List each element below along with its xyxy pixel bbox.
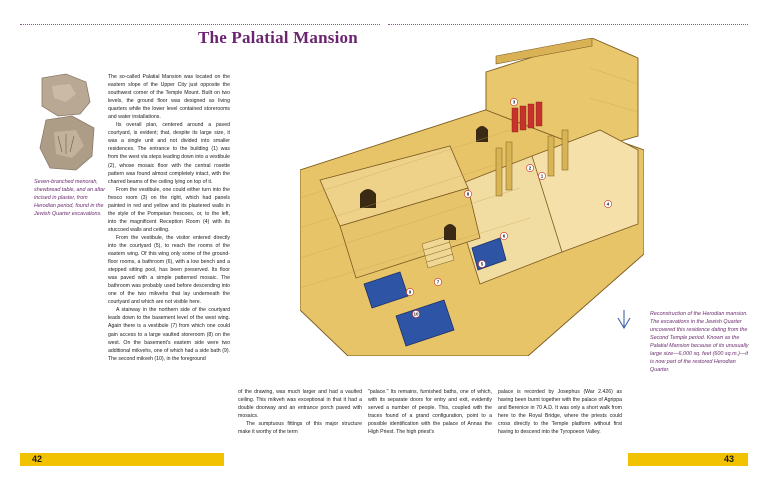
header-rule-left <box>20 24 380 25</box>
paragraph: The sumptuous fittings of this major structure make it worthy of the term <box>238 421 362 436</box>
room-label: 2 <box>528 165 532 171</box>
paragraph: Its overall plan, centered around a paved courtyard, is evident; that, despite its large size, it was a single unit and not divided into smaller residences. The entrance to the building (1) was from the west via steps leading down into a vestibule (2), whose mosaic floor with the central rosette pattern was found almost completely intact, with the charred beams of the ceiling lying on top of it. <box>108 122 230 185</box>
mansion-reconstruction-illustration <box>300 38 644 356</box>
north-arrow-icon <box>618 310 630 328</box>
text-column-4 <box>498 388 622 436</box>
paragraph: of the drawing, was much larger and had a vaulted ceiling. This mikveh was exceptional in that it had a double doorway and an entrance porch paved with mosaics. <box>238 389 362 420</box>
room-label: 9 <box>408 289 412 295</box>
right-illustration-caption: Reconstruction of the Herodian mansion. The excavations in the Jewish Quarter uncovered this residence dating from the Second Temple period. Known as the Palatial Mansion because of its unusually large size—6,000 sq. feet (600 sq.m.)—it is now part of the restored Herodian Quarter. <box>650 311 749 373</box>
room-label: 8 <box>466 191 470 197</box>
room-label: 6 <box>502 233 506 239</box>
paragraph: From the vestibule, one could either turn into the fresco room (3) on the right, which had panels painted in red and yellow and its plastered walls in the style of the Pompeian frescoes, or, to the left, into the magnificent Reception Room (4) with its stuccoed walls and ceiling. <box>108 186 230 233</box>
paragraph: A stairway in the northern side of the courtyard leads down to the basement level of the west wing. Again there is a vestibule (7) from which one could gain access to a large vaulted storeroom (8) on the west. On the basement's eastern side were two additional mikvehs, one of which had a side bath (9). The second mikveh (10), in the foreground <box>108 307 230 362</box>
room-label: 4 <box>606 201 610 207</box>
room-label: 1 <box>540 173 544 179</box>
text-column-2 <box>238 388 362 436</box>
text-column-1 <box>108 73 230 363</box>
page-title: The Palatial Mansion <box>198 28 358 47</box>
page-number-left: 42 <box>32 454 43 464</box>
paragraph: palace is recorded by Josephus (War 2.426) as having been burnt together with the palace of Agrippa and Berenice in 70 A.D. It was only a short walk from here to the Royal Bridge, where the priests could cross directly to the Temple platform without first having to descend into the Tyropoeon Valley. <box>498 389 622 436</box>
room-label: 7 <box>436 279 440 285</box>
text-column-3 <box>368 388 492 436</box>
room-label: 3 <box>512 99 516 105</box>
room-label: 5 <box>480 261 484 267</box>
artifact-photo <box>36 72 98 174</box>
room-label: 10 <box>413 311 419 317</box>
page-number-right: 43 <box>724 454 735 464</box>
paragraph: From the vestibule, the visitor entered directly into the courtyard (5), to reach the rooms of the eastern wing. Of this wing only some of the ground-floor rooms, a bathroom (6), with a low bench and a stepped sitting pool, has been preserved. Its floor was paved with a simple patterned mosaic. The bathroom was probably used before descending into one of the two mikvehs that lay underneath the courtyard and which are not visible here. <box>108 234 230 306</box>
left-photo-caption: Seven-branched menorah, shewbread table, and an altar incised in plaster, from Herodian period, found in the Jewish Quarter excavations. <box>34 179 106 217</box>
footer-bar-left <box>20 453 224 466</box>
header-rule-right <box>388 24 748 25</box>
paragraph: "palace." Its remains, furnished baths, one of which, with its separate doors for entry and exit, evidently served a number of people. This, coupled with the traces found of a grand configuration, point to a possible identification with the palace of Annas the High Priest. The high priest's <box>368 389 492 436</box>
paragraph: The so-called Palatial Mansion was located on the eastern slope of the Upper City just opposite the southwest corner of the Temple Mount. Built on two levels, the ground floor was designed as living quarters while the lower level contained storerooms and water installations. <box>108 74 230 121</box>
